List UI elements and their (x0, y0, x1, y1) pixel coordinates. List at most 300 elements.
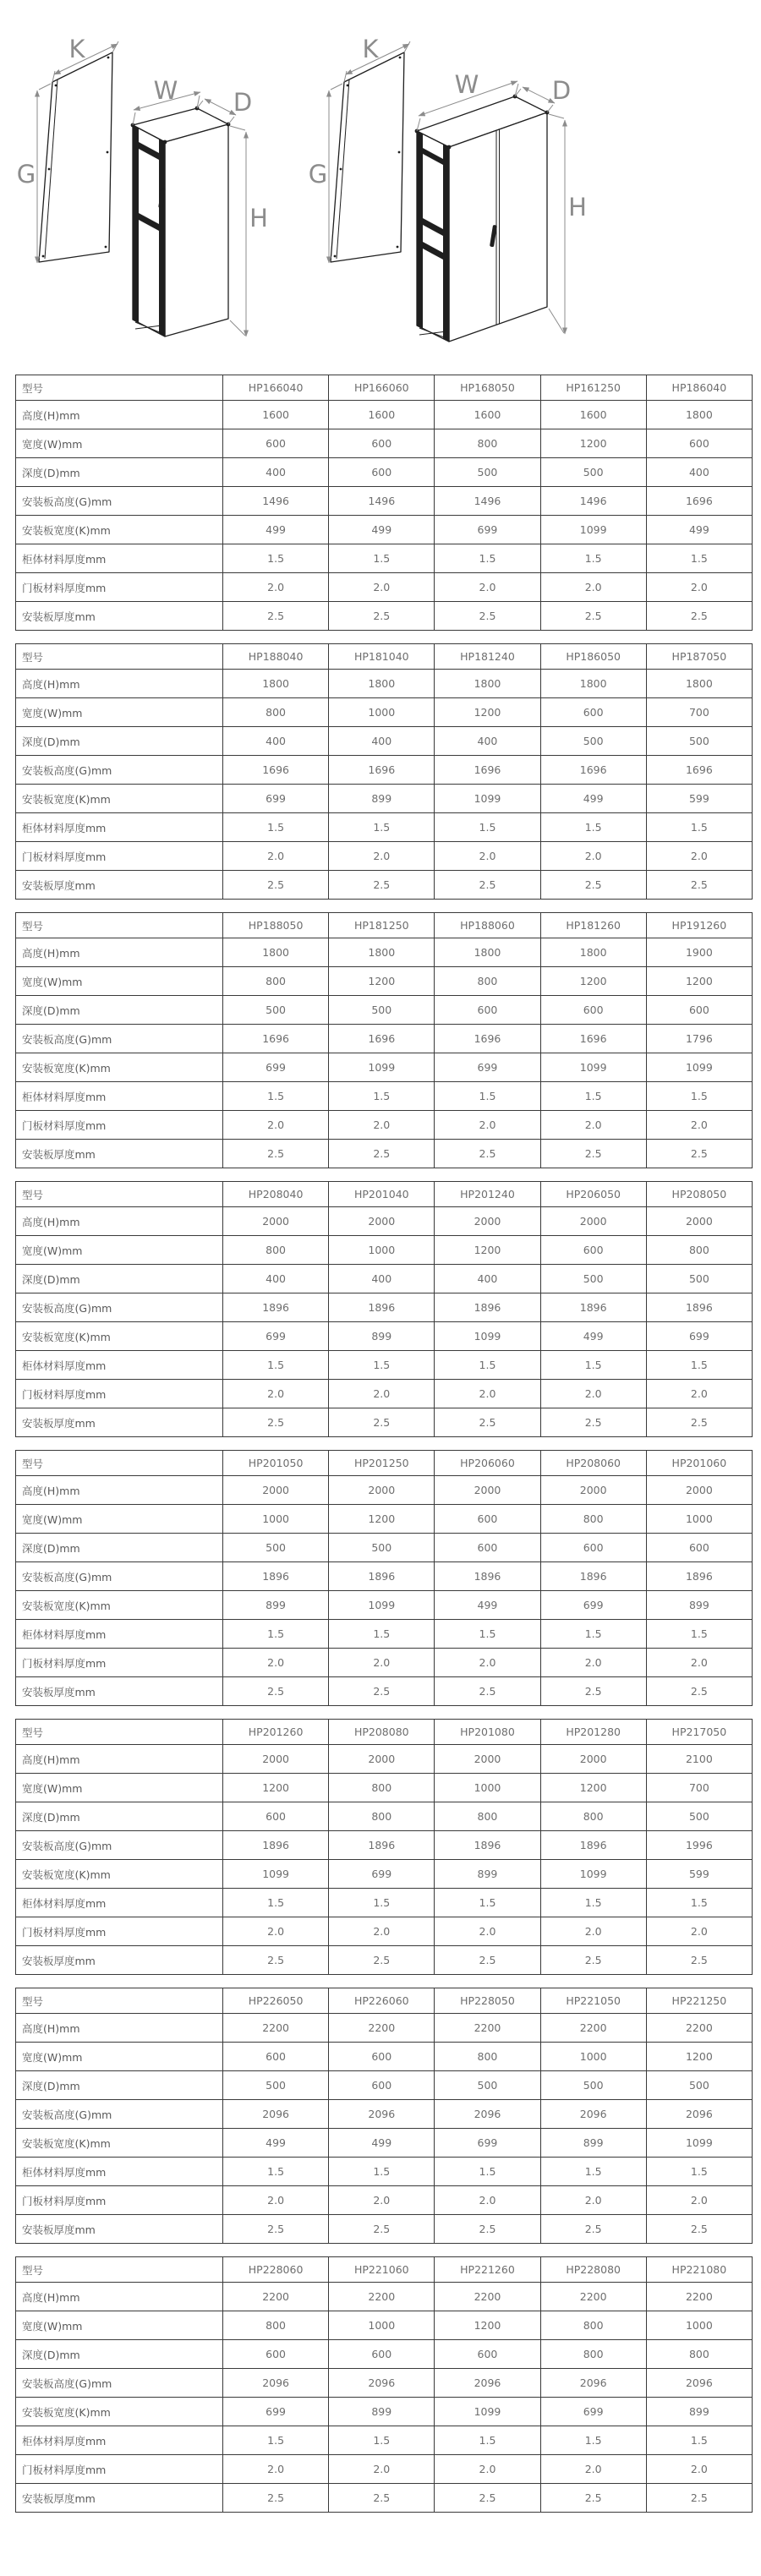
spec-value: 2.0 (223, 573, 329, 602)
row-label: 安装板厚度mm (16, 2484, 223, 2513)
spec-table-1 (15, 375, 753, 631)
spec-value: 1.5 (329, 1351, 435, 1380)
spec-value: 2200 (435, 2283, 540, 2311)
spec-value: 1696 (435, 756, 540, 785)
spec-value: 1.5 (646, 1082, 752, 1111)
row-label: 柜体材料厚度mm (16, 2426, 223, 2455)
model-number: HP228060 (223, 2257, 329, 2283)
spec-value: 1000 (329, 698, 435, 727)
spec-row (16, 1889, 753, 1917)
spec-value: 2.0 (329, 1111, 435, 1140)
row-label: 高度(H)mm (16, 2283, 223, 2311)
spec-value: 2000 (435, 1476, 540, 1505)
spec-value: 2.5 (223, 1140, 329, 1168)
model-header-row (16, 1182, 753, 1207)
model-number: HP201260 (223, 1720, 329, 1745)
spec-value: 2.0 (646, 2186, 752, 2215)
spec-value: 2100 (646, 1745, 752, 1774)
spec-value: 2.0 (329, 1649, 435, 1677)
spec-value: 2.0 (223, 2186, 329, 2215)
spec-value: 2.0 (329, 1917, 435, 1946)
spec-row (16, 1831, 753, 1860)
spec-value: 500 (329, 1534, 435, 1562)
spec-value: 2.0 (646, 1649, 752, 1677)
spec-value: 1800 (223, 670, 329, 698)
spec-value: 2.5 (646, 602, 752, 631)
spec-value: 1.5 (540, 1620, 646, 1649)
spec-value: 1099 (540, 1053, 646, 1082)
spec-value: 1.5 (435, 1620, 540, 1649)
spec-row (16, 842, 753, 871)
spec-value: 499 (329, 2129, 435, 2158)
spec-table-2 (15, 643, 753, 900)
spec-value: 1696 (223, 1025, 329, 1053)
spec-value: 899 (223, 1591, 329, 1620)
row-label: 深度(D)mm (16, 1534, 223, 1562)
spec-value: 2.0 (540, 2186, 646, 2215)
spec-value: 2.0 (540, 1111, 646, 1140)
spec-value: 600 (435, 1534, 540, 1562)
spec-value: 2096 (329, 2369, 435, 2398)
spec-value: 2096 (329, 2100, 435, 2129)
spec-value: 1896 (329, 1293, 435, 1322)
spec-value: 1000 (435, 1774, 540, 1802)
spec-value: 1696 (646, 756, 752, 785)
row-label: 宽度(W)mm (16, 1505, 223, 1534)
plate-width-label: K (362, 35, 379, 63)
spec-value: 2.5 (646, 871, 752, 900)
spec-value: 2.5 (646, 2484, 752, 2513)
spec-value: 1896 (435, 1293, 540, 1322)
spec-row (16, 429, 753, 458)
spec-value: 1.5 (435, 1082, 540, 1111)
spec-value: 800 (329, 1774, 435, 1802)
row-label: 安装板宽度(K)mm (16, 1860, 223, 1889)
spec-row (16, 1140, 753, 1168)
model-number: HP221250 (646, 1988, 752, 2014)
spec-value: 500 (646, 2071, 752, 2100)
spec-value: 1099 (435, 1322, 540, 1351)
spec-value: 2.0 (435, 1649, 540, 1677)
cabinet-height-dimension (230, 126, 268, 336)
row-label: 安装板高度(G)mm (16, 487, 223, 516)
spec-value: 2.5 (223, 871, 329, 900)
spec-value: 800 (223, 1236, 329, 1265)
spec-row (16, 1351, 753, 1380)
row-label: 高度(H)mm (16, 401, 223, 429)
spec-value: 600 (646, 1534, 752, 1562)
spec-row (16, 1111, 753, 1140)
spec-value: 1800 (540, 670, 646, 698)
spec-value: 1099 (540, 516, 646, 544)
model-number: HP201280 (540, 1720, 646, 1745)
spec-value: 600 (223, 2340, 329, 2369)
spec-value: 800 (646, 2340, 752, 2369)
spec-row (16, 2455, 753, 2484)
spec-table-6 (15, 1719, 753, 1975)
row-label: 柜体材料厚度mm (16, 1889, 223, 1917)
spec-value: 1.5 (223, 544, 329, 573)
model-number: HP201040 (329, 1182, 435, 1207)
spec-value: 1.5 (223, 1351, 329, 1380)
model-number: HP201240 (435, 1182, 540, 1207)
spec-row (16, 996, 753, 1025)
spec-value: 1.5 (540, 544, 646, 573)
spec-value: 499 (329, 516, 435, 544)
spec-row (16, 698, 753, 727)
spec-value: 2.5 (435, 602, 540, 631)
spec-value: 499 (223, 516, 329, 544)
spec-value: 2000 (223, 1745, 329, 1774)
spec-value: 600 (223, 2043, 329, 2071)
row-label: 安装板宽度(K)mm (16, 785, 223, 813)
spec-value: 1.5 (435, 1889, 540, 1917)
spec-value: 1.5 (223, 2426, 329, 2455)
spec-row (16, 2398, 753, 2426)
spec-value: 2.5 (223, 1677, 329, 1706)
spec-value: 2096 (223, 2369, 329, 2398)
spec-row (16, 1322, 753, 1351)
row-label: 型号 (16, 644, 223, 670)
spec-value: 1800 (646, 670, 752, 698)
spec-value: 699 (435, 516, 540, 544)
spec-row (16, 670, 753, 698)
spec-value: 1496 (329, 487, 435, 516)
spec-value: 1.5 (540, 1889, 646, 1917)
spec-value: 2.0 (223, 1917, 329, 1946)
spec-value: 800 (435, 967, 540, 996)
spec-value: 700 (646, 1774, 752, 1802)
spec-value: 2.0 (435, 1380, 540, 1408)
row-label: 安装板厚度mm (16, 871, 223, 900)
spec-value: 2200 (646, 2014, 752, 2043)
spec-value: 1.5 (329, 1889, 435, 1917)
spec-value: 2.0 (435, 1111, 540, 1140)
spec-value: 2.5 (646, 1140, 752, 1168)
row-label: 安装板宽度(K)mm (16, 1591, 223, 1620)
spec-value: 1099 (329, 1591, 435, 1620)
spec-value: 1.5 (329, 544, 435, 573)
spec-value: 800 (540, 2311, 646, 2340)
model-number: HP221080 (646, 2257, 752, 2283)
spec-value: 2.0 (329, 2186, 435, 2215)
double-door-cabinet-diagram (309, 35, 587, 342)
row-label: 门板材料厚度mm (16, 1649, 223, 1677)
spec-value: 2000 (329, 1745, 435, 1774)
spec-value: 800 (540, 1505, 646, 1534)
spec-value: 1696 (329, 756, 435, 785)
spec-value: 2096 (223, 2100, 329, 2129)
spec-value: 2.5 (646, 1946, 752, 1975)
spec-value: 2200 (540, 2014, 646, 2043)
spec-value: 1896 (329, 1562, 435, 1591)
spec-value: 2200 (329, 2283, 435, 2311)
spec-value: 600 (329, 2340, 435, 2369)
spec-row (16, 871, 753, 900)
spec-value: 2200 (540, 2283, 646, 2311)
spec-value: 1800 (540, 938, 646, 967)
spec-value: 1.5 (329, 1620, 435, 1649)
spec-value: 2.0 (646, 1380, 752, 1408)
spec-value: 1896 (646, 1562, 752, 1591)
spec-value: 1099 (435, 785, 540, 813)
spec-value: 1496 (435, 487, 540, 516)
spec-value: 1696 (435, 1025, 540, 1053)
spec-value: 600 (435, 1505, 540, 1534)
spec-value: 500 (646, 1802, 752, 1831)
spec-value: 499 (540, 1322, 646, 1351)
spec-value: 1.5 (223, 1889, 329, 1917)
model-header-row (16, 375, 753, 401)
spec-value: 1.5 (223, 813, 329, 842)
spec-row (16, 2043, 753, 2071)
plate-width-label: K (68, 35, 85, 63)
row-label: 安装板宽度(K)mm (16, 1053, 223, 1082)
spec-row (16, 1534, 753, 1562)
spec-value: 1800 (329, 938, 435, 967)
spec-value: 600 (435, 2340, 540, 2369)
spec-value: 2.0 (329, 573, 435, 602)
plate-height-label: G (16, 160, 36, 189)
spec-value: 600 (646, 996, 752, 1025)
spec-value: 500 (540, 458, 646, 487)
spec-row (16, 1774, 753, 1802)
spec-value: 499 (646, 516, 752, 544)
spec-value: 1200 (435, 1236, 540, 1265)
spec-value: 2.5 (646, 1677, 752, 1706)
spec-value: 1200 (540, 967, 646, 996)
spec-row (16, 1476, 753, 1505)
spec-value: 800 (435, 2043, 540, 2071)
cabinet-width-label: W (153, 76, 178, 105)
spec-value: 1099 (329, 1053, 435, 1082)
spec-value: 899 (646, 1591, 752, 1620)
model-number: HP181250 (329, 913, 435, 938)
row-label: 宽度(W)mm (16, 2043, 223, 2071)
spec-value: 1200 (646, 2043, 752, 2071)
spec-value: 1896 (223, 1293, 329, 1322)
spec-value: 1696 (540, 756, 646, 785)
model-number: HP201050 (223, 1451, 329, 1476)
spec-value: 1.5 (646, 1889, 752, 1917)
spec-value: 800 (540, 2340, 646, 2369)
row-label: 深度(D)mm (16, 2071, 223, 2100)
spec-value: 500 (435, 2071, 540, 2100)
spec-value: 1900 (646, 938, 752, 967)
spec-value: 500 (435, 458, 540, 487)
spec-value: 2.0 (435, 2186, 540, 2215)
spec-row (16, 1053, 753, 1082)
spec-row (16, 2158, 753, 2186)
spec-value: 2.0 (223, 2455, 329, 2484)
spec-value: 2.0 (646, 1111, 752, 1140)
model-number: HP166060 (329, 375, 435, 401)
spec-value: 2200 (329, 2014, 435, 2043)
model-number: HP228080 (540, 2257, 646, 2283)
row-label: 型号 (16, 1720, 223, 1745)
model-number: HP206050 (540, 1182, 646, 1207)
row-label: 宽度(W)mm (16, 1236, 223, 1265)
spec-value: 500 (329, 996, 435, 1025)
row-label: 门板材料厚度mm (16, 1380, 223, 1408)
spec-value: 2096 (435, 2100, 540, 2129)
spec-value: 2000 (646, 1207, 752, 1236)
row-label: 安装板厚度mm (16, 1677, 223, 1706)
spec-value: 800 (223, 2311, 329, 2340)
spec-value: 600 (540, 996, 646, 1025)
model-number: HP188040 (223, 644, 329, 670)
spec-value: 400 (646, 458, 752, 487)
row-label: 型号 (16, 1182, 223, 1207)
spec-value: 1.5 (223, 1620, 329, 1649)
row-label: 深度(D)mm (16, 996, 223, 1025)
spec-value: 1200 (223, 1774, 329, 1802)
row-label: 安装板宽度(K)mm (16, 1322, 223, 1351)
spec-value: 1696 (329, 1025, 435, 1053)
spec-row (16, 401, 753, 429)
spec-value: 1896 (540, 1293, 646, 1322)
row-label: 柜体材料厚度mm (16, 1620, 223, 1649)
spec-value: 800 (329, 1802, 435, 1831)
spec-value: 2.5 (540, 1140, 646, 1168)
spec-value: 699 (646, 1322, 752, 1351)
model-number: HP201250 (329, 1451, 435, 1476)
spec-value: 2.0 (329, 842, 435, 871)
spec-value: 600 (329, 458, 435, 487)
spec-value: 2.0 (646, 1917, 752, 1946)
spec-value: 2000 (223, 1207, 329, 1236)
spec-value: 600 (540, 1236, 646, 1265)
spec-value: 2.0 (646, 2455, 752, 2484)
spec-value: 2.0 (540, 573, 646, 602)
row-label: 安装板高度(G)mm (16, 2100, 223, 2129)
model-number: HP221050 (540, 1988, 646, 2014)
spec-value: 2.5 (223, 1946, 329, 1975)
spec-value: 2.5 (329, 2484, 435, 2513)
spec-value: 1.5 (646, 1620, 752, 1649)
spec-value: 1896 (646, 1293, 752, 1322)
spec-row (16, 756, 753, 785)
spec-value: 1000 (646, 1505, 752, 1534)
spec-value: 1.5 (223, 1082, 329, 1111)
spec-value: 2.0 (435, 1917, 540, 1946)
spec-value: 600 (435, 996, 540, 1025)
spec-value: 1.5 (646, 813, 752, 842)
spec-value: 699 (435, 2129, 540, 2158)
row-label: 柜体材料厚度mm (16, 1082, 223, 1111)
model-number: HP208050 (646, 1182, 752, 1207)
row-label: 宽度(W)mm (16, 1774, 223, 1802)
spec-table-5 (15, 1450, 753, 1706)
row-label: 宽度(W)mm (16, 967, 223, 996)
spec-value: 2.0 (329, 1380, 435, 1408)
spec-value: 1600 (435, 401, 540, 429)
spec-value: 2.0 (540, 1649, 646, 1677)
spec-value: 1099 (435, 2398, 540, 2426)
model-number: HP186050 (540, 644, 646, 670)
spec-row (16, 2186, 753, 2215)
spec-value: 2096 (435, 2369, 540, 2398)
row-label: 安装板高度(G)mm (16, 1025, 223, 1053)
spec-value: 1.5 (435, 2426, 540, 2455)
spec-value: 2.5 (540, 1677, 646, 1706)
spec-value: 2.0 (223, 1111, 329, 1140)
spec-value: 600 (646, 429, 752, 458)
spec-value: 1000 (646, 2311, 752, 2340)
row-label: 型号 (16, 1988, 223, 2014)
row-label: 型号 (16, 2257, 223, 2283)
spec-value: 1200 (435, 2311, 540, 2340)
spec-value: 2.0 (435, 573, 540, 602)
spec-value: 500 (223, 2071, 329, 2100)
spec-value: 600 (329, 2071, 435, 2100)
spec-value: 1896 (329, 1831, 435, 1860)
spec-value: 1.5 (329, 2426, 435, 2455)
spec-value: 1696 (646, 487, 752, 516)
spec-value: 500 (223, 996, 329, 1025)
row-label: 安装板高度(G)mm (16, 1293, 223, 1322)
spec-value: 1.5 (540, 2158, 646, 2186)
spec-row (16, 2071, 753, 2100)
model-number: HP191260 (646, 913, 752, 938)
spec-value: 2096 (646, 2369, 752, 2398)
spec-value: 2.5 (223, 2484, 329, 2513)
spec-value: 700 (646, 698, 752, 727)
row-label: 安装板厚度mm (16, 1946, 223, 1975)
spec-row (16, 1236, 753, 1265)
spec-value: 500 (223, 1534, 329, 1562)
spec-value: 400 (435, 1265, 540, 1293)
spec-value: 1.5 (435, 813, 540, 842)
spec-value: 2.0 (223, 1649, 329, 1677)
spec-value: 2.5 (540, 871, 646, 900)
spec-value: 699 (223, 785, 329, 813)
cabinet-height-label: H (568, 193, 587, 222)
spec-value: 2.5 (435, 871, 540, 900)
spec-value: 1800 (646, 401, 752, 429)
spec-value: 500 (540, 2071, 646, 2100)
model-number: HP181240 (435, 644, 540, 670)
spec-value: 1200 (435, 698, 540, 727)
spec-value: 2.5 (223, 602, 329, 631)
spec-value: 1099 (646, 1053, 752, 1082)
spec-value: 800 (540, 1802, 646, 1831)
spec-value: 2.5 (435, 1140, 540, 1168)
spec-value: 1.5 (329, 1082, 435, 1111)
row-label: 高度(H)mm (16, 1207, 223, 1236)
row-label: 宽度(W)mm (16, 2311, 223, 2340)
spec-row (16, 2484, 753, 2513)
spec-value: 2096 (646, 2100, 752, 2129)
model-header-row (16, 2257, 753, 2283)
spec-row (16, 1408, 753, 1437)
spec-value: 899 (646, 2398, 752, 2426)
spec-value: 2.5 (540, 1946, 646, 1975)
spec-value: 400 (223, 458, 329, 487)
model-number: HP217050 (646, 1720, 752, 1745)
model-number: HP181040 (329, 644, 435, 670)
spec-value: 1000 (329, 2311, 435, 2340)
spec-value: 499 (223, 2129, 329, 2158)
row-label: 柜体材料厚度mm (16, 813, 223, 842)
model-number: HP201080 (435, 1720, 540, 1745)
spec-row (16, 573, 753, 602)
model-number: HP228050 (435, 1988, 540, 2014)
row-label: 宽度(W)mm (16, 429, 223, 458)
cabinet-depth-label: D (233, 88, 253, 117)
model-number: HP181260 (540, 913, 646, 938)
spec-value: 1800 (329, 670, 435, 698)
